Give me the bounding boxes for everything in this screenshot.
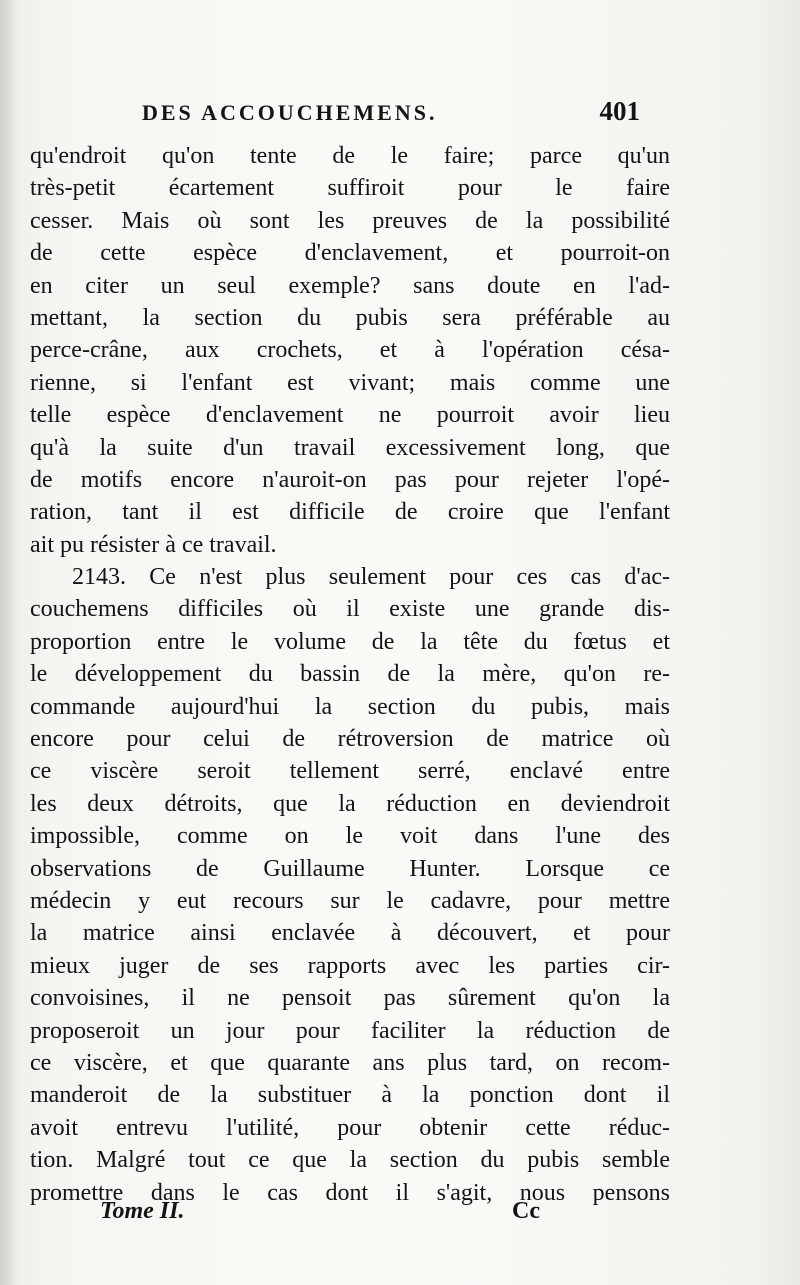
text-line: couchemens difficiles où il existe une grande dis- — [30, 596, 670, 623]
text-line: tion. Malgré tout ce que la section du pubis semble — [30, 1147, 670, 1174]
text-line: la matrice ainsi enclavée à découvert, et pour — [30, 920, 670, 947]
text-line: convoisines, il ne pensoit pas sûrement qu'on la — [30, 985, 670, 1012]
scan-edge-shadow — [0, 0, 18, 1285]
text-line: proposeroit un jour pour faciliter la réduction de — [30, 1017, 670, 1044]
text-line: encore pour celui de rétroversion de matrice où — [30, 726, 670, 753]
page-number: 401 — [599, 96, 640, 126]
text-line: perce-crâne, aux crochets, et à l'opération césa- — [30, 337, 670, 364]
text-line: en citer un seul exemple? sans doute en l'ad- — [30, 272, 670, 299]
text-line: mettant, la section du pubis sera préférable au — [30, 304, 670, 331]
text-line: de cette espèce d'enclavement, et pourroit-on — [30, 240, 670, 267]
text-line: très-petit écartement suffiroit pour le faire — [30, 175, 670, 202]
text-line: de motifs encore n'auroit-on pas pour rejeter l'opé- — [30, 466, 670, 493]
text-line: commande aujourd'hui la section du pubis, mais — [30, 693, 670, 720]
text-line: qu'endroit qu'on tente de le faire; parce qu'un — [30, 143, 670, 169]
text-line: promettre dans le cas dont il s'agit, nous pensons — [30, 1179, 670, 1206]
page-footer — [100, 1198, 540, 1234]
paragraph-end-line: ait pu résister à ce travail. — [30, 531, 277, 558]
text-line: médecin y eut recours sur le cadavre, pour mettre — [30, 887, 670, 914]
text-line: rienne, si l'enfant est vivant; mais comme une — [30, 369, 670, 396]
text-line: impossible, comme on le voit dans l'une des — [30, 823, 670, 850]
text-line: avoit entrevu l'utilité, pour obtenir cette réduc- — [30, 1114, 670, 1141]
text-line: mieux juger de ses rapports avec les parties cir- — [30, 952, 670, 979]
text-line: proportion entre le volume de la tête du fœtus et — [30, 628, 670, 655]
text-line: les deux détroits, que la réduction en deviendroit — [30, 790, 670, 817]
text-line: observations de Guillaume Hunter. Lorsque ce — [30, 855, 670, 882]
text-line: ration, tant il est difficile de croire que l'enfant — [30, 499, 670, 526]
page-header — [120, 96, 640, 136]
text-line: qu'à la suite d'un travail excessivement long, que — [30, 434, 670, 461]
text-line: telle espèce d'enclavement ne pourroit avoir lieu — [30, 402, 670, 429]
text-line: ce viscère, et que quarante ans plus tard, on recom- — [30, 1049, 670, 1076]
signature-mark: Cc — [512, 1198, 540, 1224]
text-line: cesser. Mais où sont les preuves de la possibilité — [30, 207, 670, 234]
volume-label: Tome II. — [100, 1198, 185, 1224]
paragraph-start-line: 2143. Ce n'est plus seulement pour ces cas d'ac- — [72, 564, 670, 591]
text-line: le développement du bassin de la mère, qu'on re- — [30, 661, 670, 688]
text-line: ce viscère seroit tellement serré, enclavé entre — [30, 758, 670, 785]
body-text — [30, 140, 670, 1206]
running-title: DES ACCOUCHEMENS. — [142, 100, 438, 125]
text-line: manderoit de la substituer à la ponction dont il — [30, 1082, 670, 1109]
